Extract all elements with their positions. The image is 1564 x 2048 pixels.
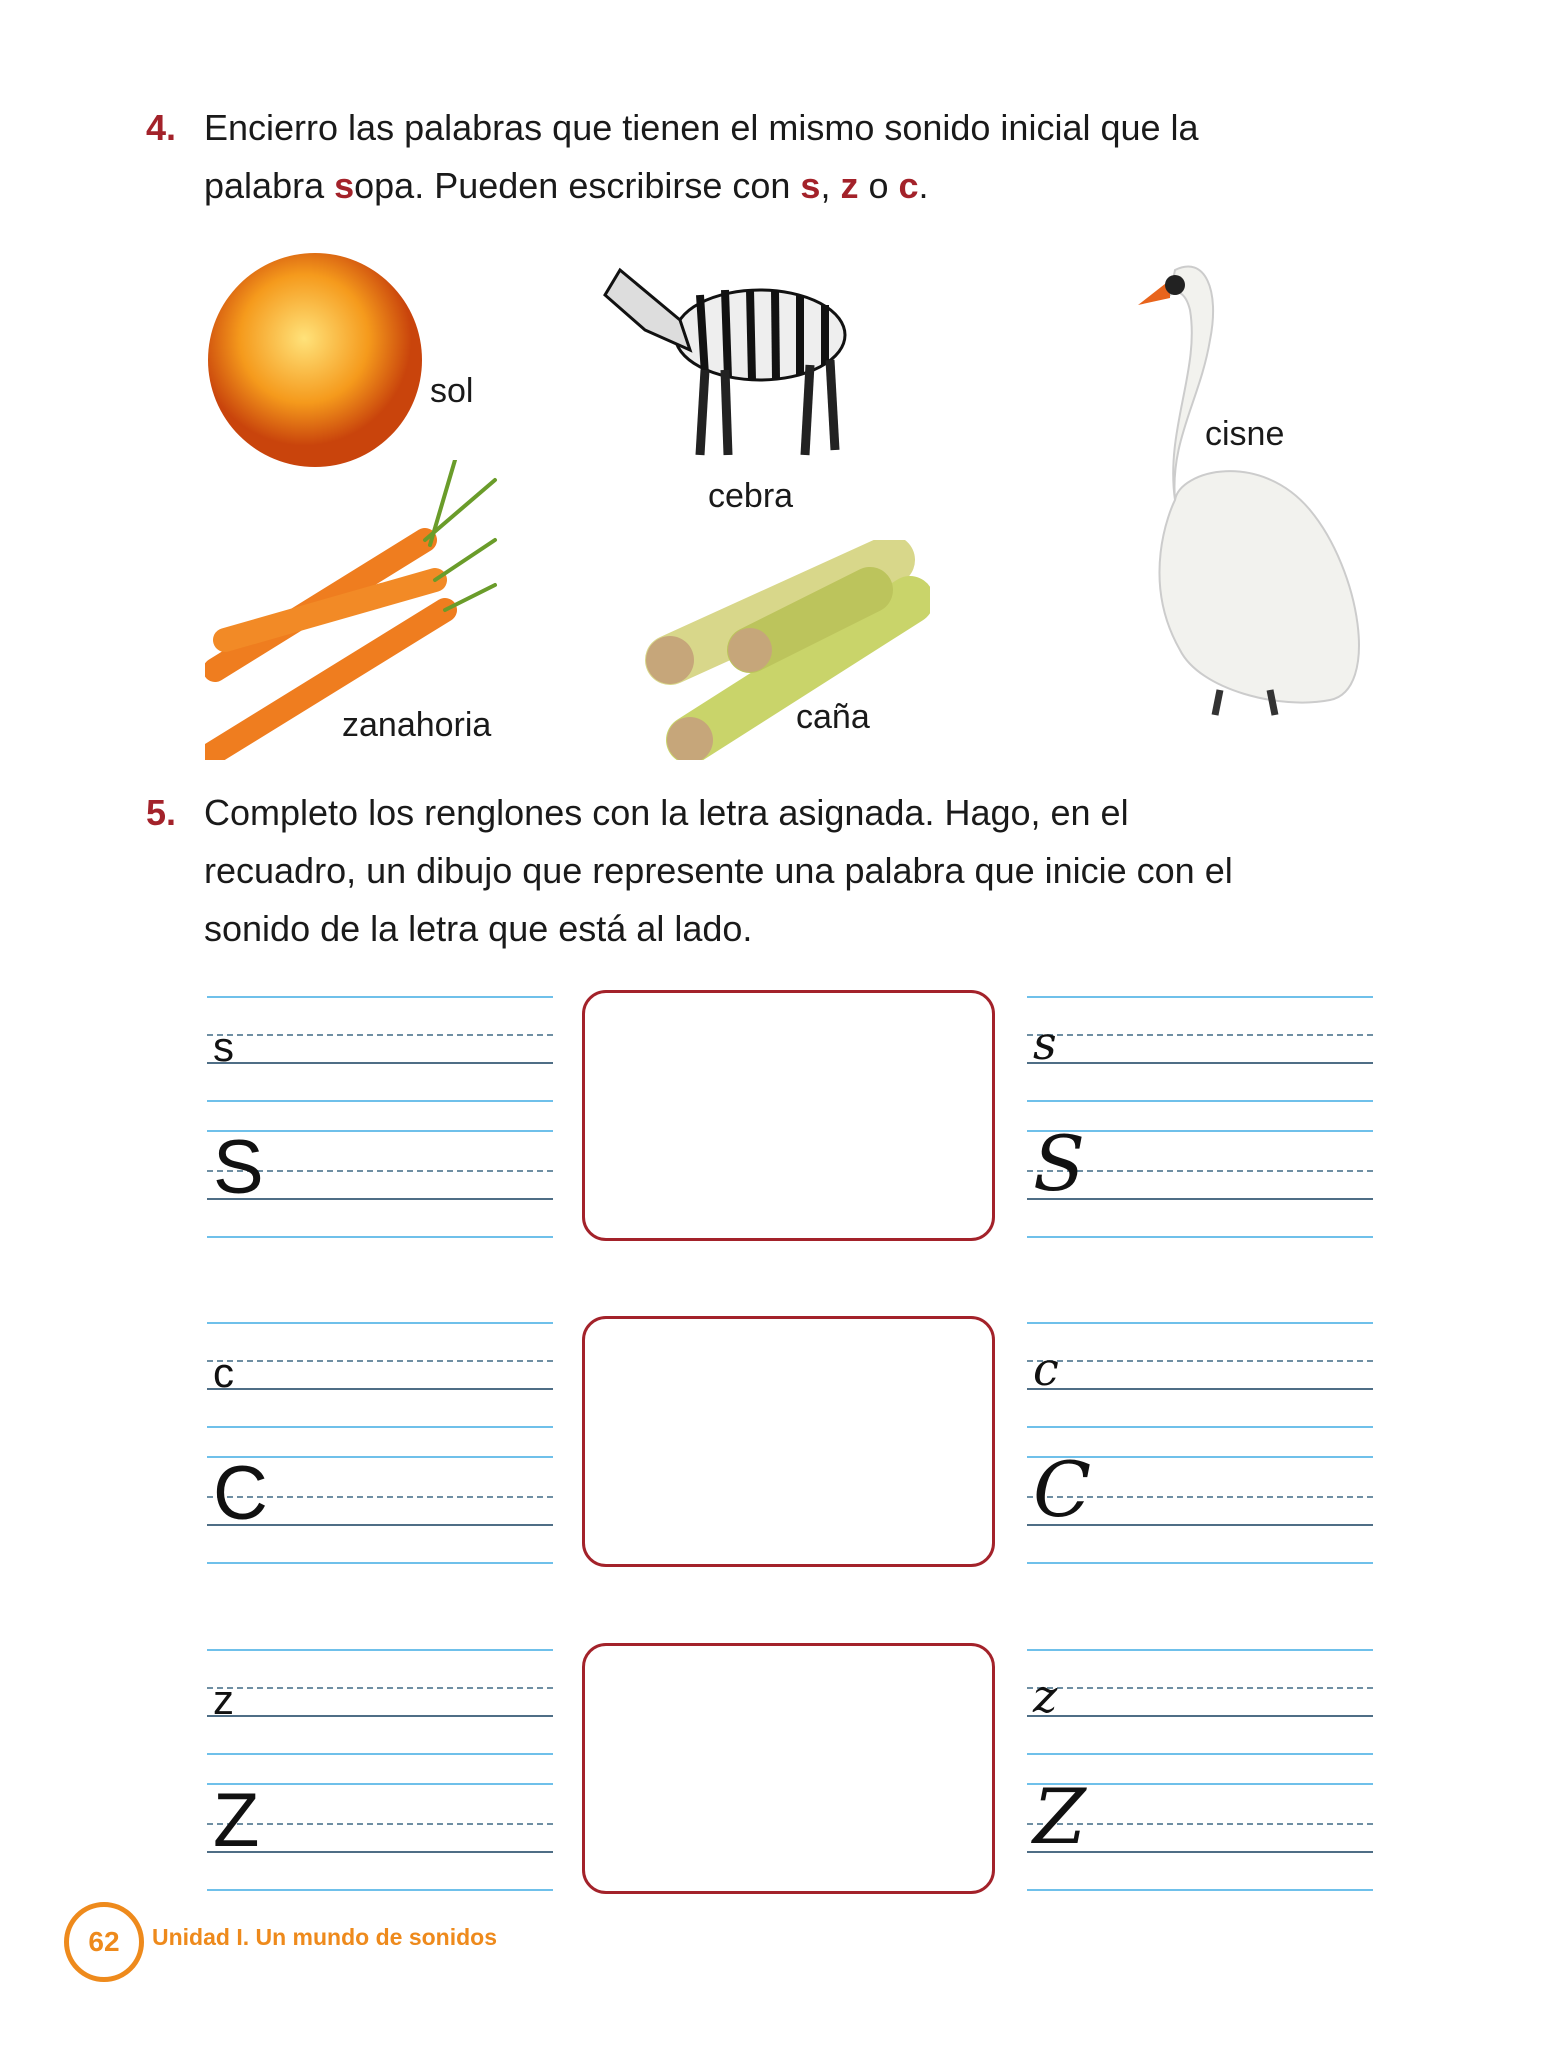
- print-uppercase-letter: C: [213, 1451, 268, 1536]
- guide-line: [207, 1322, 553, 1324]
- guide-line-base: [1027, 1715, 1373, 1717]
- highlight-letter: s: [334, 165, 355, 206]
- text: .: [918, 165, 929, 206]
- question-number: 4.: [146, 107, 177, 148]
- print-lowercase-letter: z: [213, 1676, 234, 1723]
- label-cebra: cebra: [708, 477, 794, 515]
- swan-image[interactable]: [1080, 250, 1390, 720]
- guide-line: [207, 1753, 553, 1755]
- label-zanahoria: zanahoria: [342, 706, 492, 744]
- cursive-lowercase-letter: c: [1033, 1342, 1059, 1396]
- guide-line-dashed: [1027, 1034, 1373, 1036]
- guide-line-base: [207, 1062, 553, 1064]
- guide-line-dashed: [1027, 1687, 1373, 1689]
- print-uppercase-letter: S: [213, 1125, 264, 1210]
- drawing-box[interactable]: [582, 990, 995, 1241]
- print-lowercase-letter: c: [213, 1349, 234, 1396]
- sun-image[interactable]: [205, 250, 425, 470]
- question-text-line: recuadro, un dibujo que represente una palabra que inicie con el: [204, 850, 1233, 891]
- label-cana: caña: [796, 698, 870, 736]
- label-cisne: cisne: [1205, 415, 1285, 453]
- page-number: 62: [64, 1902, 144, 1982]
- question-text-line: [204, 157, 929, 215]
- highlight-letter: s: [800, 165, 821, 206]
- highlight-letter: c: [898, 165, 919, 206]
- guide-line: [1027, 996, 1373, 998]
- guide-line-dashed: [207, 1360, 553, 1362]
- guide-line: [207, 1889, 553, 1891]
- guide-line-base: [207, 1388, 553, 1390]
- guide-line: [1027, 1426, 1373, 1428]
- question-text-line: Completo los renglones con la letra asignada. Hago, en el: [204, 792, 1129, 833]
- cursive-lowercase-letter: s: [1033, 1016, 1057, 1070]
- cursive-lowercase-letter: z: [1033, 1669, 1058, 1723]
- zebra-image[interactable]: [600, 250, 865, 465]
- guide-line: [207, 1100, 553, 1102]
- guide-line-base: [207, 1715, 553, 1717]
- drawing-box[interactable]: [582, 1316, 995, 1567]
- guide-line: [1027, 1889, 1373, 1891]
- question-text-line: Encierro las palabras que tienen el mismo sonido inicial que la: [204, 107, 1199, 148]
- sugar-cane-image[interactable]: [630, 540, 930, 760]
- cursive-uppercase-letter: Z: [1033, 1772, 1086, 1861]
- text: opa. Pueden escribirse con: [354, 165, 801, 206]
- highlight-letter: z: [840, 165, 859, 206]
- writing-lines-cursive[interactable]: [1027, 1649, 1373, 1909]
- guide-line-dashed: [207, 1687, 553, 1689]
- guide-line: [207, 1426, 553, 1428]
- print-uppercase-letter: Z: [213, 1778, 260, 1863]
- text: palabra: [204, 165, 335, 206]
- guide-line: [207, 1649, 553, 1651]
- cursive-uppercase-letter: C: [1033, 1445, 1092, 1534]
- guide-line-base: [1027, 1062, 1373, 1064]
- text: ,: [820, 165, 841, 206]
- guide-line: [1027, 1100, 1373, 1102]
- writing-lines-print[interactable]: [207, 1322, 553, 1582]
- guide-line: [207, 1236, 553, 1238]
- cursive-uppercase-letter: S: [1033, 1119, 1086, 1208]
- text: o: [858, 165, 899, 206]
- guide-line: [1027, 1649, 1373, 1651]
- guide-line: [1027, 1562, 1373, 1564]
- writing-lines-print[interactable]: [207, 1649, 553, 1909]
- guide-line: [207, 1562, 553, 1564]
- guide-line: [207, 996, 553, 998]
- question-number: 5.: [146, 792, 177, 833]
- writing-lines-cursive[interactable]: [1027, 1322, 1373, 1582]
- writing-lines-print[interactable]: [207, 996, 553, 1256]
- drawing-box[interactable]: [582, 1643, 995, 1894]
- guide-line-dashed: [1027, 1360, 1373, 1362]
- print-lowercase-letter: s: [213, 1023, 234, 1070]
- question-text-line: sonido de la letra que está al lado.: [204, 908, 753, 949]
- guide-line: [1027, 1322, 1373, 1324]
- unit-title: Unidad I. Un mundo de sonidos: [152, 1924, 497, 1950]
- guide-line-dashed: [207, 1034, 553, 1036]
- guide-line: [1027, 1753, 1373, 1755]
- guide-line: [1027, 1236, 1373, 1238]
- writing-lines-cursive[interactable]: [1027, 996, 1373, 1256]
- guide-line-base: [1027, 1388, 1373, 1390]
- label-sol: sol: [430, 372, 474, 410]
